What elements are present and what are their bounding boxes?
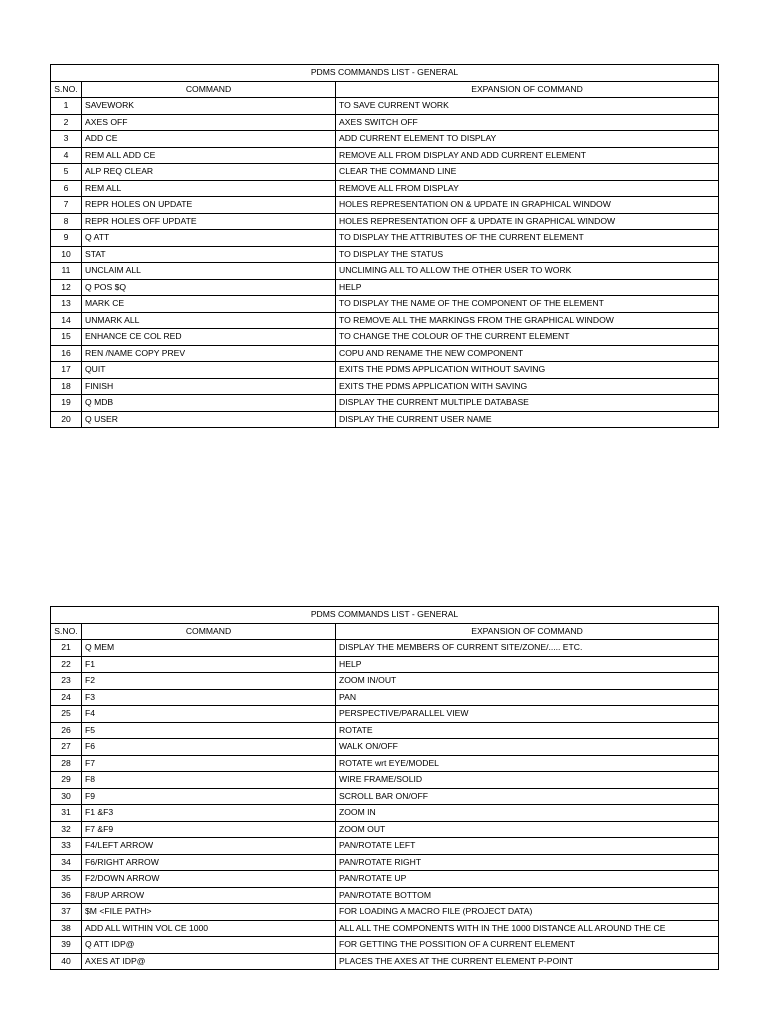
- expansion-cell: PAN/ROTATE UP: [336, 871, 719, 888]
- expansion-cell: DISPLAY THE MEMBERS OF CURRENT SITE/ZONE/..... ETC.: [336, 640, 719, 657]
- command-cell: Q MEM: [82, 640, 336, 657]
- table-title-row: [51, 65, 719, 82]
- table-title: PDMS COMMANDS LIST - GENERAL: [51, 65, 719, 82]
- sno-cell: 26: [51, 722, 82, 739]
- sno-cell: 36: [51, 887, 82, 904]
- expansion-cell: HOLES REPRESENTATION OFF & UPDATE IN GRAPHICAL WINDOW: [336, 213, 719, 230]
- expansion-cell: PAN/ROTATE BOTTOM: [336, 887, 719, 904]
- command-cell: REPR HOLES ON UPDATE: [82, 197, 336, 214]
- command-cell: F8: [82, 772, 336, 789]
- table-row: [51, 131, 719, 148]
- sno-cell: 2: [51, 114, 82, 131]
- sno-cell: 35: [51, 871, 82, 888]
- table-row: [51, 904, 719, 921]
- table-row: [51, 378, 719, 395]
- expansion-cell: HELP: [336, 279, 719, 296]
- table-row: [51, 263, 719, 280]
- expansion-cell: EXITS THE PDMS APPLICATION WITHOUT SAVING: [336, 362, 719, 379]
- table-row: [51, 788, 719, 805]
- sno-cell: 17: [51, 362, 82, 379]
- command-cell: F1 &F3: [82, 805, 336, 822]
- table-row: [51, 689, 719, 706]
- command-cell: AXES AT IDP@: [82, 953, 336, 970]
- table-header-row: [51, 623, 719, 640]
- table-row: [51, 296, 719, 313]
- expansion-cell: PAN: [336, 689, 719, 706]
- expansion-cell: PAN/ROTATE LEFT: [336, 838, 719, 855]
- table-row: [51, 755, 719, 772]
- sno-cell: 8: [51, 213, 82, 230]
- expansion-cell: FOR GETTING THE POSSITION OF A CURRENT ELEMENT: [336, 937, 719, 954]
- header-sno: S.NO.: [51, 623, 82, 640]
- expansion-cell: ADD CURRENT ELEMENT TO DISPLAY: [336, 131, 719, 148]
- expansion-cell: TO DISPLAY THE STATUS: [336, 246, 719, 263]
- header-command: COMMAND: [82, 81, 336, 98]
- command-cell: F2: [82, 673, 336, 690]
- expansion-cell: ALL ALL THE COMPONENTS WITH IN THE 1000 DISTANCE ALL AROUND THE CE: [336, 920, 719, 937]
- sno-cell: 15: [51, 329, 82, 346]
- expansion-cell: ZOOM IN/OUT: [336, 673, 719, 690]
- command-cell: REM ALL: [82, 180, 336, 197]
- command-cell: ALP REQ CLEAR: [82, 164, 336, 181]
- commands-table-1: [50, 64, 719, 428]
- table-row: [51, 656, 719, 673]
- command-cell: Q USER: [82, 411, 336, 428]
- sno-cell: 31: [51, 805, 82, 822]
- command-cell: AXES OFF: [82, 114, 336, 131]
- expansion-cell: TO CHANGE THE COLOUR OF THE CURRENT ELEMENT: [336, 329, 719, 346]
- sno-cell: 39: [51, 937, 82, 954]
- sno-cell: 28: [51, 755, 82, 772]
- sno-cell: 1: [51, 98, 82, 115]
- sno-cell: 12: [51, 279, 82, 296]
- table-row: [51, 147, 719, 164]
- sno-cell: 7: [51, 197, 82, 214]
- sno-cell: 29: [51, 772, 82, 789]
- table-title: PDMS COMMANDS LIST - GENERAL: [51, 607, 719, 624]
- sno-cell: 9: [51, 230, 82, 247]
- expansion-cell: WIRE FRAME/SOLID: [336, 772, 719, 789]
- table-row: [51, 722, 719, 739]
- sno-cell: 27: [51, 739, 82, 756]
- sno-cell: 3: [51, 131, 82, 148]
- command-cell: ENHANCE CE COL RED: [82, 329, 336, 346]
- command-cell: ADD CE: [82, 131, 336, 148]
- sno-cell: 16: [51, 345, 82, 362]
- expansion-cell: HELP: [336, 656, 719, 673]
- command-cell: F5: [82, 722, 336, 739]
- table-row: [51, 213, 719, 230]
- table-row: [51, 838, 719, 855]
- table-row: [51, 312, 719, 329]
- table-title-row: [51, 607, 719, 624]
- table-row: [51, 164, 719, 181]
- expansion-cell: REMOVE ALL FROM DISPLAY: [336, 180, 719, 197]
- table-row: [51, 114, 719, 131]
- command-cell: SAVEWORK: [82, 98, 336, 115]
- command-cell: F1: [82, 656, 336, 673]
- table-row: [51, 640, 719, 657]
- command-cell: Q ATT: [82, 230, 336, 247]
- sno-cell: 30: [51, 788, 82, 805]
- sno-cell: 6: [51, 180, 82, 197]
- command-cell: STAT: [82, 246, 336, 263]
- command-cell: REPR HOLES OFF UPDATE: [82, 213, 336, 230]
- expansion-cell: EXITS THE PDMS APPLICATION WITH SAVING: [336, 378, 719, 395]
- expansion-cell: PLACES THE AXES AT THE CURRENT ELEMENT P-POINT: [336, 953, 719, 970]
- table-row: [51, 329, 719, 346]
- command-cell: F6: [82, 739, 336, 756]
- sno-cell: 25: [51, 706, 82, 723]
- sno-cell: 4: [51, 147, 82, 164]
- sno-cell: 38: [51, 920, 82, 937]
- sno-cell: 24: [51, 689, 82, 706]
- header-expansion: EXPANSION OF COMMAND: [336, 81, 719, 98]
- table-row: [51, 279, 719, 296]
- sno-cell: 33: [51, 838, 82, 855]
- table-row: [51, 98, 719, 115]
- expansion-cell: REMOVE ALL FROM DISPLAY AND ADD CURRENT ELEMENT: [336, 147, 719, 164]
- table-row: [51, 953, 719, 970]
- command-cell: $M <FILE PATH>: [82, 904, 336, 921]
- expansion-cell: WALK ON/OFF: [336, 739, 719, 756]
- table-row: [51, 937, 719, 954]
- sno-cell: 11: [51, 263, 82, 280]
- table-row: [51, 411, 719, 428]
- command-cell: F4: [82, 706, 336, 723]
- command-cell: Q POS $Q: [82, 279, 336, 296]
- command-cell: FINISH: [82, 378, 336, 395]
- table-row: [51, 821, 719, 838]
- table-row: [51, 673, 719, 690]
- table-row: [51, 345, 719, 362]
- expansion-cell: TO DISPLAY THE NAME OF THE COMPONENT OF THE ELEMENT: [336, 296, 719, 313]
- table-row: [51, 362, 719, 379]
- table-row: [51, 180, 719, 197]
- expansion-cell: TO DISPLAY THE ATTRIBUTES OF THE CURRENT ELEMENT: [336, 230, 719, 247]
- command-cell: F3: [82, 689, 336, 706]
- command-cell: F9: [82, 788, 336, 805]
- command-cell: Q ATT IDP@: [82, 937, 336, 954]
- commands-table-2: [50, 606, 719, 970]
- table-row: [51, 805, 719, 822]
- sno-cell: 13: [51, 296, 82, 313]
- sno-cell: 32: [51, 821, 82, 838]
- sno-cell: 14: [51, 312, 82, 329]
- command-cell: REN /NAME COPY PREV: [82, 345, 336, 362]
- sno-cell: 18: [51, 378, 82, 395]
- command-cell: F2/DOWN ARROW: [82, 871, 336, 888]
- expansion-cell: UNCLIMING ALL TO ALLOW THE OTHER USER TO WORK: [336, 263, 719, 280]
- sno-cell: 37: [51, 904, 82, 921]
- sno-cell: 5: [51, 164, 82, 181]
- table-row: [51, 739, 719, 756]
- command-cell: MARK CE: [82, 296, 336, 313]
- table-row: [51, 230, 719, 247]
- table-row: [51, 395, 719, 412]
- header-expansion: EXPANSION OF COMMAND: [336, 623, 719, 640]
- sno-cell: 40: [51, 953, 82, 970]
- expansion-cell: HOLES REPRESENTATION ON & UPDATE IN GRAPHICAL WINDOW: [336, 197, 719, 214]
- command-cell: F7: [82, 755, 336, 772]
- expansion-cell: DISPLAY THE CURRENT USER NAME: [336, 411, 719, 428]
- sno-cell: 21: [51, 640, 82, 657]
- expansion-cell: COPU AND RENAME THE NEW COMPONENT: [336, 345, 719, 362]
- sno-cell: 22: [51, 656, 82, 673]
- expansion-cell: SCROLL BAR ON/OFF: [336, 788, 719, 805]
- expansion-cell: PAN/ROTATE RIGHT: [336, 854, 719, 871]
- sno-cell: 20: [51, 411, 82, 428]
- command-cell: REM ALL ADD CE: [82, 147, 336, 164]
- expansion-cell: PERSPECTIVE/PARALLEL VIEW: [336, 706, 719, 723]
- sno-cell: 23: [51, 673, 82, 690]
- table-row: [51, 706, 719, 723]
- command-cell: F7 &F9: [82, 821, 336, 838]
- command-cell: Q MDB: [82, 395, 336, 412]
- header-sno: S.NO.: [51, 81, 82, 98]
- expansion-cell: ZOOM OUT: [336, 821, 719, 838]
- expansion-cell: AXES SWITCH OFF: [336, 114, 719, 131]
- expansion-cell: FOR LOADING A MACRO FILE (PROJECT DATA): [336, 904, 719, 921]
- expansion-cell: DISPLAY THE CURRENT MULTIPLE DATABASE: [336, 395, 719, 412]
- table-row: [51, 772, 719, 789]
- expansion-cell: TO REMOVE ALL THE MARKINGS FROM THE GRAPHICAL WINDOW: [336, 312, 719, 329]
- header-command: COMMAND: [82, 623, 336, 640]
- sno-cell: 34: [51, 854, 82, 871]
- expansion-cell: ROTATE: [336, 722, 719, 739]
- table-row: [51, 920, 719, 937]
- table-row: [51, 887, 719, 904]
- table-header-row: [51, 81, 719, 98]
- command-cell: ADD ALL WITHIN VOL CE 1000: [82, 920, 336, 937]
- table-row: [51, 854, 719, 871]
- command-cell: QUIT: [82, 362, 336, 379]
- table-row: [51, 197, 719, 214]
- command-cell: F6/RIGHT ARROW: [82, 854, 336, 871]
- expansion-cell: ZOOM IN: [336, 805, 719, 822]
- expansion-cell: ROTATE wrt EYE/MODEL: [336, 755, 719, 772]
- table-row: [51, 246, 719, 263]
- expansion-cell: TO SAVE CURRENT WORK: [336, 98, 719, 115]
- sno-cell: 10: [51, 246, 82, 263]
- command-cell: F8/UP ARROW: [82, 887, 336, 904]
- expansion-cell: CLEAR THE COMMAND LINE: [336, 164, 719, 181]
- command-cell: UNMARK ALL: [82, 312, 336, 329]
- sno-cell: 19: [51, 395, 82, 412]
- command-cell: UNCLAIM ALL: [82, 263, 336, 280]
- table-row: [51, 871, 719, 888]
- command-cell: F4/LEFT ARROW: [82, 838, 336, 855]
